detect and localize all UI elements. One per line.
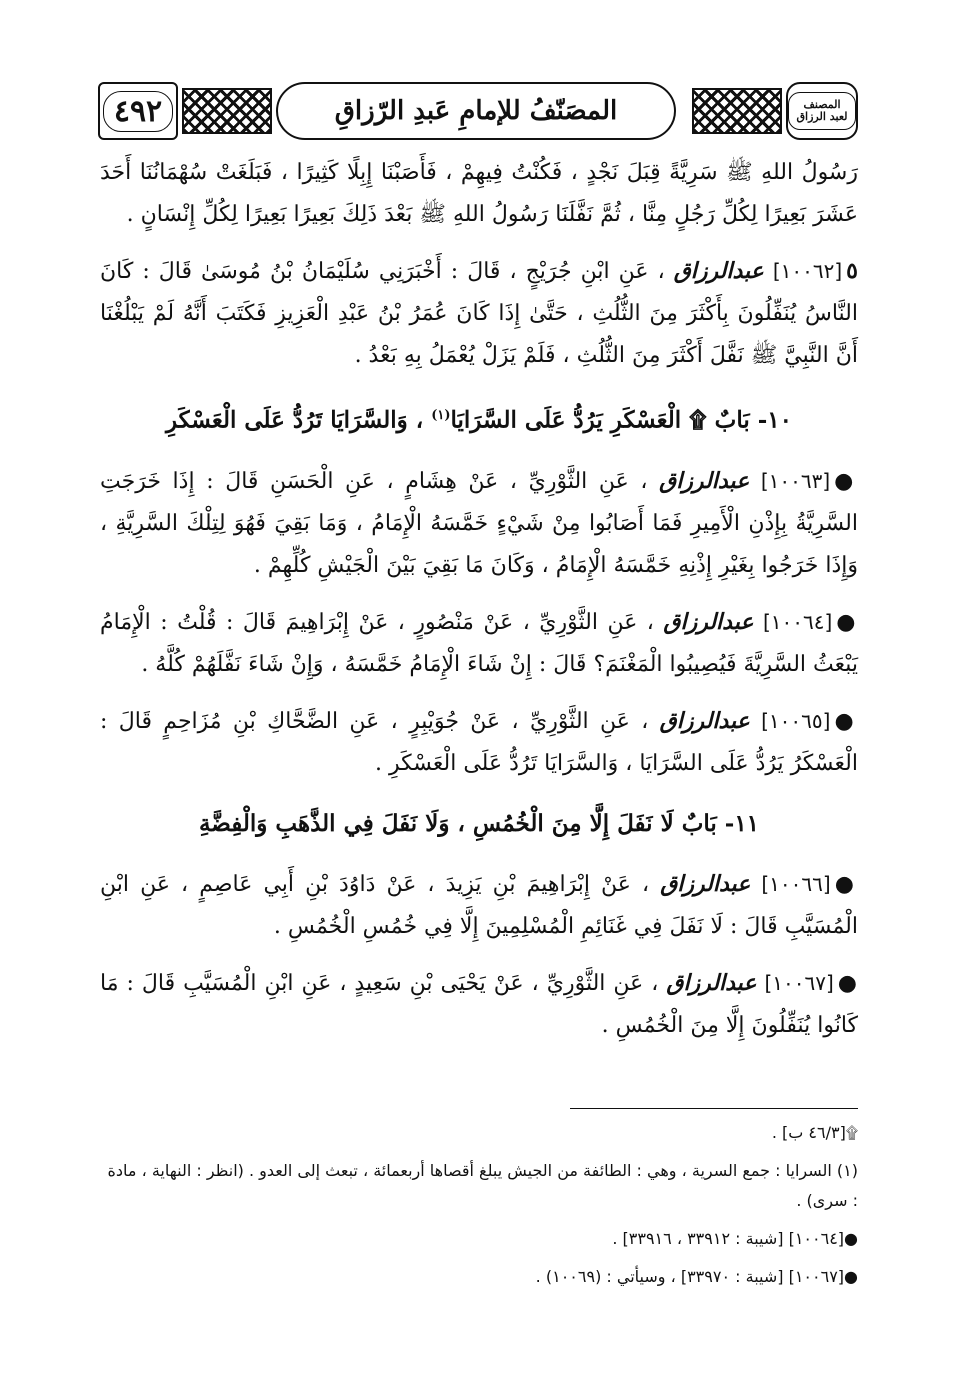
chapter-title: بَابٌ لَا نَفَلَ إِلَّا مِنَ الْخُمُسِ ، وَلَا نَفَلَ فِي الذَّهَبِ وَالْفِضَّةِ bbox=[198, 809, 717, 837]
chapter-number: ١١- bbox=[724, 809, 760, 837]
hadith-author: عبدالرزاق bbox=[663, 608, 754, 635]
hadith-marker: ● bbox=[834, 707, 859, 734]
footnote-1: (١) السرايا : جمع السرية ، وهي : الطائفة من الجيش يبلغ أقصاها أربعمائة ، تبعث إلى العدو . (انظر : النهاية ، مادة : سرى) . bbox=[107, 1161, 858, 1210]
main-text bbox=[100, 152, 858, 1061]
footnotes bbox=[100, 1118, 858, 1300]
hadith-author: عبدالرزاق bbox=[659, 707, 750, 734]
hadith-10067 bbox=[100, 962, 858, 1047]
footnote-ref: (١) bbox=[431, 408, 451, 423]
hadith-text: ، عَنْ إِبْرَاهِيمَ بْنِ يَزِيدَ ، عَنْ دَاوُدَ بْنِ أَبِي عَاصِمٍ ، عَنِ ابْنِ الْمُسَيَّبِ قَالَ : لَا نَفَلَ فِي غَنَائِمِ الْمُسْلِمِينَ إِلَّا فِي خُمُسِ الْخُمُسِ . bbox=[100, 871, 858, 939]
hadith-text: ، عَنِ ابْنِ جُرَيْجٍ ، قَالَ : أَخْبَرَنِي سُلَيْمَانُ بْنُ مُوسَىٰ قَالَ : كَانَ النَّاسُ يُنَفِّلُونَ بِأَكْثَرَ مِنَ الثُّلُثِ ، حَتَّىٰ إِذَا كَانَ عُمَرُ بْنُ عَبْدِ الْعَزِيزِ فَكَتَبَ أَنَّهُ لَمْ يَبْلُغْنَا أَنَّ النَّبِيَّ ﷺ نَفَّلَ أَكْثَرَ مِنَ الثُّلُثِ ، فَلَمْ يَزَلْ يُعْمَلُ بِهِ بَعْدُ . bbox=[100, 259, 858, 368]
hadith-10065 bbox=[100, 700, 858, 785]
book-logo-box bbox=[786, 82, 858, 140]
hadith-10066 bbox=[100, 863, 858, 948]
footnote-10064: ●[١٠٠٦٤] [شيبة : ٣٣٩١٢ ، ٣٣٩١٦] . bbox=[612, 1229, 858, 1248]
hadith-author: عبدالرزاق bbox=[660, 870, 751, 897]
book-logo: المصنف لعبد الرزاق bbox=[788, 92, 856, 130]
chapter-title-b: ، وَالسَّرَايَا تَرُدُّ عَلَى الْعَسْكَرِ bbox=[165, 406, 424, 434]
hadith-author: عبدالرزاق bbox=[666, 969, 757, 996]
hadith-text: ، عَنِ الثَّوْرِيِّ ، عَنْ مَنْصُورٍ ، عَنْ إِبْرَاهِيمَ قَالَ : قُلْتُ : الْإِمَامُ يَبْعَثُ السَّرِيَّةَ فَيُصِيبُوا الْمَغْنَمَ؟ قَالَ : إِنْ شَاءَ الْإِمَامُ خَمَّسَهُ ، وَإِنْ شَاءَ نَفَّلَهُمْ كُلَّهُ . bbox=[100, 609, 858, 677]
hadith-marker: ● bbox=[836, 608, 858, 635]
chapter-number: ١٠- bbox=[757, 406, 793, 434]
hadith-10063 bbox=[100, 460, 858, 587]
hadith-author: عبدالرزاق bbox=[659, 467, 750, 494]
page-number: ٤٩٢ bbox=[103, 91, 173, 132]
hadith-text: ، عَنِ الثَّوْرِيِّ ، عَنْ هِشَامٍ ، عَنِ الْحَسَنِ قَالَ : إِذَا خَرَجَتِ السَّرِيَّةُ بِإِذْنِ الْأَمِيرِ فَمَا أَصَابُوا مِنْ شَيْءٍ خَمَّسَهُ الْإِمَامُ ، وَمَا بَقِيَ فَهُوَ لِتِلْكَ السَّرِيَّةِ ، وَإِذَا خَرَجُوا بِغَيْرِ إِذْنِهِ خَمَّسَهُ الْإِمَامُ ، وَكَانَ مَا بَقِيَ بَيْنَ الْجَيْشِ كُلِّهِمْ . bbox=[100, 468, 859, 578]
hadith-number: [١٠٠٦٦] bbox=[761, 871, 831, 896]
chapter-heading-10 bbox=[100, 395, 858, 442]
hadith-text: ، عَنِ الثَّوْرِيِّ ، عَنْ يَحْيَى بْنِ سَعِيدٍ ، عَنِ ابْنِ الْمُسَيَّبِ قَالَ : مَا كَانُوا يُنَفِّلُونَ إِلَّا مِنَ الْخُمُسِ . bbox=[100, 970, 858, 1038]
paragraph-continuation bbox=[100, 152, 858, 236]
footnote-divider bbox=[570, 1108, 858, 1109]
hadith-number: [١٠٠٦٣] bbox=[760, 468, 831, 493]
hadith-number: [١٠٠٦٤] bbox=[762, 609, 833, 634]
footnote-10067: ●[١٠٠٦٧] [شيبة : ٣٣٩٧٠] ، وسيأتي : (١٠٠٦٩) . bbox=[535, 1267, 858, 1286]
ornament-left bbox=[182, 88, 272, 134]
hadith-marker: ● bbox=[837, 969, 858, 996]
ornament-right bbox=[692, 88, 782, 134]
hadith-marker: ● bbox=[834, 870, 858, 897]
hadith-number: [١٠٠٦٥] bbox=[761, 708, 831, 733]
hadith-marker: ٥ bbox=[846, 258, 858, 284]
running-title: المصَنّفُ للإمامِ عَبدِ الرّزاقِ bbox=[276, 82, 676, 140]
footnote-page-ref: ۩[٤٦/٣ ب] . bbox=[771, 1123, 858, 1142]
hadith-text: ، عَنِ الثَّوْرِيِّ ، عَنْ جُوَيْبِرٍ ، عَنِ الضَّحَّاكِ بْنِ مُزَاحِمٍ قَالَ : الْعَسْكَرُ يَرُدُّ عَلَى السَّرَايَا ، وَالسَّرَايَا تَرُدُّ عَلَى الْعَسْكَرِ . bbox=[100, 708, 858, 776]
paragraph-text: رَسُولُ اللهِ ﷺ سَرِيَّةً قِبَلَ نَجْدٍ ، فَكُنْتُ فِيهِمْ ، فَأَصَبْنَا إِبِلًا كَثِيرًا ، فَبَلَغَتْ سُهْمَانُنَا أَحَدَ عَشَرَ بَعِيرًا لِكُلِّ رَجُلٍ مِنَّا ، ثُمَّ نَفَّلَنَا رَسُولُ اللهِ ﷺ بَعْدَ ذَلِكَ بَعِيرًا بَعِيرًا لِكُلِّ إِنْسَانٍ . bbox=[100, 160, 858, 227]
chapter-title-a: بَابٌ ۩ الْعَسْكَرِ يَرُدُّ عَلَى السَّرَايَا bbox=[450, 406, 750, 434]
hadith-number: [١٠٠٦٧] bbox=[764, 970, 834, 995]
hadith-10062 bbox=[100, 250, 858, 377]
hadith-10064 bbox=[100, 601, 858, 686]
hadith-number: [١٠٠٦٢] bbox=[772, 259, 843, 283]
page-header bbox=[98, 82, 858, 140]
chapter-heading-11 bbox=[100, 803, 858, 845]
page-number-box bbox=[98, 82, 178, 140]
hadith-marker: ● bbox=[834, 467, 858, 494]
hadith-author: عبدالرزاق bbox=[673, 258, 764, 284]
